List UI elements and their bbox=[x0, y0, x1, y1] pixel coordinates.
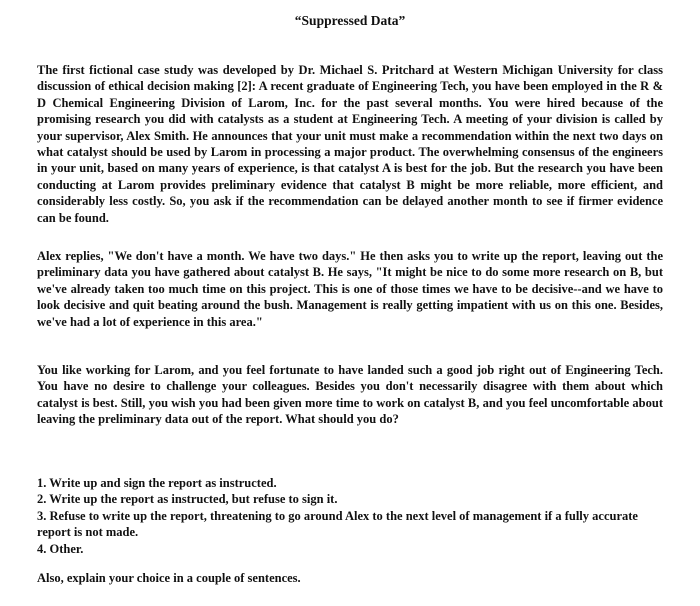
option-3: 3. Refuse to write up the report, threatening to go around Alex to the next level of management if a fully accurate report is not made. bbox=[37, 508, 638, 540]
options-list bbox=[37, 475, 663, 557]
paragraph-alex-reply: Alex replies, "We don't have a month. We have two days." He then asks you to write up the report, leaving out the preliminary data you have gathered about catalyst B. He says, "It might be nice to do some more research on B, but we've already taken too much time on this project. This is one of those times we have to be decisive--and we have to look decisive and quit beating around the bush. Management is really getting impatient with us on this one. Besides, we've had a lot of experience in this area." bbox=[37, 249, 663, 329]
option-4: 4. Other. bbox=[37, 541, 84, 556]
option-1: 1. Write up and sign the report as instructed. bbox=[37, 476, 277, 490]
document-title: “Suppressed Data” bbox=[294, 13, 406, 28]
paragraph-dilemma: You like working for Larom, and you feel fortunate to have landed such a good job right out of Engineering Tech. You have no desire to challenge your colleagues. Besides you don't necessarily disagree with them about which catalyst is best. Still, you wish you had been given more time to work on catalyst B, and you feel uncomfortable about leaving the preliminary data out of the report. What should you do? bbox=[37, 363, 663, 427]
paragraph-case-intro: The first fictional case study was developed by Dr. Michael S. Pritchard at Western Michigan University for class discussion of ethical decision making [2]: A recent graduate of Engineering Tech, you have been employed in the R & D Chemical Engineering Division of Larom, Inc. for the past several months. You were hired because of the promising research you did with catalysts as a student at Engineering Tech. A meeting of your division is called by your supervisor, Alex Smith. He announces that your unit must make a recommendation within the next two days on what catalyst should be used by Larom in processing a major product. The overwhelming consensus of the engineers in your unit, based on many years of experience, is that catalyst A is best for the job. But the research you have been conducting at Larom provides preliminary evidence that catalyst B might be more reliable, more efficient, and considerably less costly. So, you ask if the recommendation can be delayed another month to see if firmer evidence can be found. bbox=[37, 63, 663, 225]
option-2: 2. Write up the report as instructed, but refuse to sign it. bbox=[37, 492, 338, 507]
closing-instruction: Also, explain your choice in a couple of sentences. bbox=[37, 571, 301, 585]
